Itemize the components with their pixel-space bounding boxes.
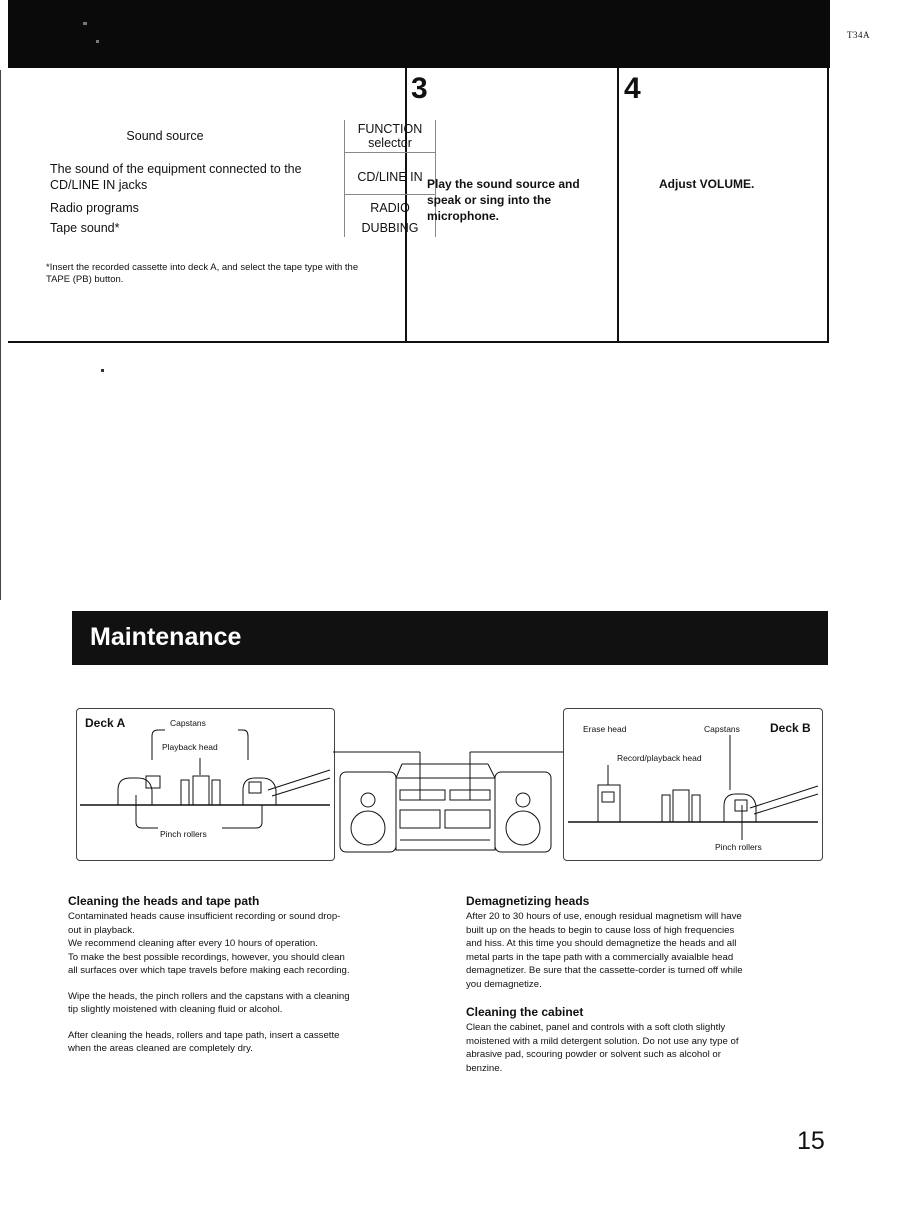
text-line: when the areas cleaned are completely dry. <box>68 1043 253 1054</box>
erase-head-label: Erase head <box>583 724 627 734</box>
paragraph <box>466 910 826 991</box>
demagnetizing-heading: Demagnetizing heads <box>466 894 590 908</box>
col-source-header: Sound source <box>126 129 204 144</box>
pinch-rollers-label: Pinch rollers <box>160 829 207 839</box>
paragraph <box>466 1021 826 1075</box>
paragraph <box>68 1029 438 1056</box>
page-number: 15 <box>797 1127 825 1155</box>
text-line: all surfaces over which tape travels before making each recording. <box>68 965 350 976</box>
cleaning-heads-section <box>68 894 438 1056</box>
text-line: Contaminated heads cause insufficient recording or sound drop- <box>68 911 341 922</box>
source-cell: The sound of the equipment connected to the CD/LINE IN jacks <box>50 161 302 192</box>
text-line: abrasive pad, scouring powder or solvent such as alcohol or <box>466 1049 721 1060</box>
demagnetizing-section <box>466 894 826 1075</box>
text-line: Wipe the heads, the pinch rollers and the capstans with a cleaning <box>68 990 350 1002</box>
step-instruction: Play the sound source and speak or sing into the microphone. <box>427 177 580 223</box>
text-line: metal parts in the tape path with a commercially avaialble head <box>466 951 734 963</box>
text-line: moistened with a mild detergent solution. Do not use any type of <box>466 1035 739 1047</box>
text-line: you demagnetize. <box>466 978 542 990</box>
deck-a-label: Deck A <box>85 716 126 730</box>
playback-head-label: Playback head <box>162 742 218 752</box>
text-line: built up on the heads to begin to cause loss of high frequencies <box>466 924 735 936</box>
table-footnote: *Insert the recorded cassette into deck A, and select the tape type with the TAPE (PB) button. <box>46 262 359 285</box>
cleaning-heads-heading: Cleaning the heads and tape path <box>68 894 260 908</box>
step-number: 4 <box>624 72 641 105</box>
deck-b-label: Deck B <box>770 721 811 735</box>
text-line: After cleaning the heads, rollers and tape path, insert a cassette <box>68 1029 340 1041</box>
pinch-rollers-label: Pinch rollers <box>715 842 762 852</box>
text-line: After 20 to 30 hours of use, enough residual magnetism will have <box>466 911 742 922</box>
section-title: Maintenance <box>90 623 242 651</box>
text-line: benzine. <box>466 1062 503 1074</box>
step-instruction: Adjust VOLUME. <box>659 177 755 191</box>
col-function-line2: selector <box>368 136 412 150</box>
source-cell: Radio programs <box>50 200 139 215</box>
function-cell: RADIO <box>345 195 436 218</box>
record-playback-head-label: Record/playback head <box>617 753 702 763</box>
text-line: To make the best possible recordings, however, you should clean <box>68 951 345 963</box>
text-line: We recommend cleaning after every 10 hours of operation. <box>68 938 318 949</box>
col-function-line1: FUNCTION <box>357 122 423 136</box>
capstans-label: Capstans <box>704 724 740 734</box>
function-cell: DUBBING <box>345 217 436 237</box>
text-line: out in playback. <box>68 924 135 936</box>
function-cell: CD/LINE IN <box>345 153 436 195</box>
text-line: Clean the cabinet, panel and controls with a soft cloth slightly <box>466 1022 726 1033</box>
corner-code: T34A <box>847 30 870 40</box>
paragraph <box>68 910 438 978</box>
cleaning-cabinet-heading: Cleaning the cabinet <box>466 1005 584 1019</box>
text-line: and hiss. At this time you should demagnetize the heads and all <box>466 938 737 949</box>
text-line: demagnetizer. Be sure that the cassette-corder is turned off while <box>466 965 743 976</box>
paragraph <box>68 990 438 1017</box>
source-cell: Tape sound* <box>50 221 120 235</box>
text-line: tip slightly moistened with cleaning fluid or alcohol. <box>68 1004 283 1015</box>
step-number: 3 <box>411 72 428 105</box>
capstans-label: Capstans <box>170 718 206 728</box>
